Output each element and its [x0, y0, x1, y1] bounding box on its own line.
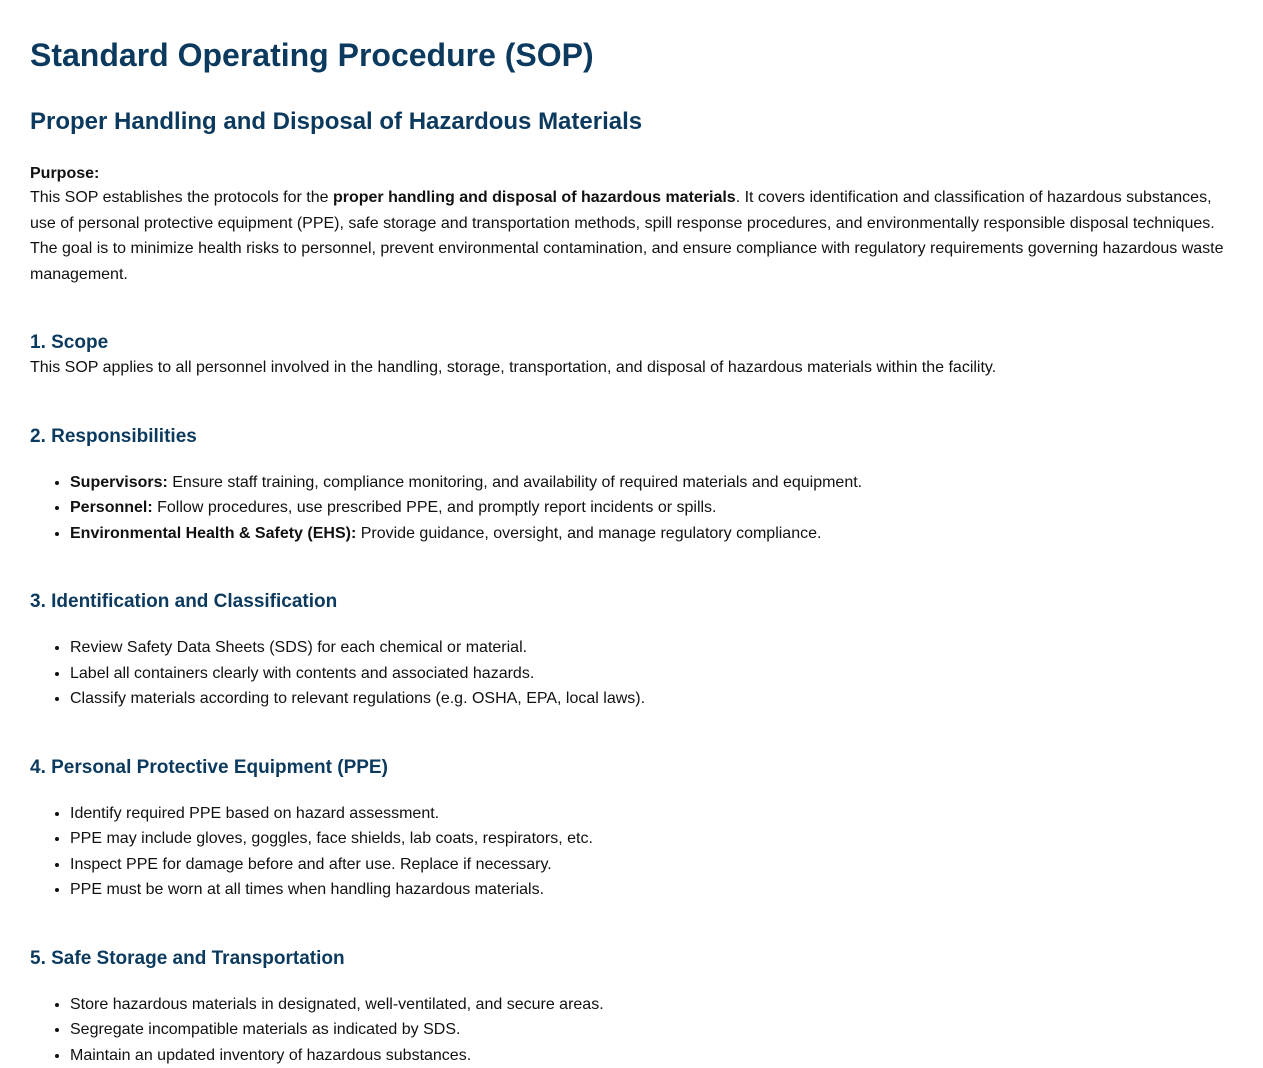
- purpose-text-end: . It covers identification and classification of hazardous substances, use of personal protective equipment (PPE), safe storage and transportation methods, spill response procedures, and environmentally responsible disposal techniques. The goal is to minimize health risks to personnel, prevent environmental contamination, and ensure compliance with regulatory requirements governing hazardous waste management.: [30, 189, 1224, 283]
- role-text: Follow procedures, use prescribed PPE, and promptly report incidents or spills.: [153, 499, 717, 516]
- section-responsibilities: [30, 425, 1233, 547]
- ppe-list: [30, 801, 1233, 903]
- role-label: Personnel:: [70, 499, 153, 516]
- section-heading-responsibilities: 2. Responsibilities: [30, 425, 1233, 449]
- section-identification: [30, 590, 1233, 712]
- purpose-paragraph: [30, 185, 1233, 287]
- list-item: • Classify materials according to relevant regulations (e.g. OSHA, EPA, local laws).: [70, 686, 1233, 712]
- section-ppe: [30, 756, 1233, 903]
- identification-list: [30, 635, 1233, 712]
- list-item: • Label all containers clearly with contents and associated hazards.: [70, 661, 1233, 687]
- section-heading-identification: 3. Identification and Classification: [30, 590, 1233, 614]
- list-item: • Maintain an updated inventory of hazardous substances.: [70, 1043, 1233, 1068]
- responsibilities-list: [30, 470, 1233, 547]
- list-item: [70, 495, 1233, 521]
- page-subtitle: Proper Handling and Disposal of Hazardous Materials: [30, 107, 1233, 137]
- purpose-label: Purpose:: [30, 163, 1233, 185]
- section-storage: [30, 947, 1233, 1068]
- purpose-text-start: This SOP establishes the protocols for the: [30, 189, 333, 206]
- role-label: Environmental Health & Safety (EHS):: [70, 525, 356, 542]
- list-item: [70, 470, 1233, 496]
- section-heading-ppe: 4. Personal Protective Equipment (PPE): [30, 756, 1233, 780]
- section-heading-storage: 5. Safe Storage and Transportation: [30, 947, 1233, 971]
- role-label: Supervisors:: [70, 474, 168, 491]
- role-text: Provide guidance, oversight, and manage regulatory compliance.: [356, 525, 821, 542]
- storage-list: [30, 992, 1233, 1068]
- section-heading-scope: 1. Scope: [30, 331, 1233, 355]
- list-item: • Store hazardous materials in designated, well-ventilated, and secure areas.: [70, 992, 1233, 1018]
- list-item: • Segregate incompatible materials as indicated by SDS.: [70, 1017, 1233, 1043]
- list-item: • Inspect PPE for damage before and after use. Replace if necessary.: [70, 852, 1233, 878]
- scope-text: This SOP applies to all personnel involved in the handling, storage, transportation, and disposal of hazardous materials within the facility.: [30, 355, 1233, 381]
- list-item: • Identify required PPE based on hazard assessment.: [70, 801, 1233, 827]
- section-scope: [30, 331, 1233, 381]
- purpose-text-bold: proper handling and disposal of hazardous materials: [333, 189, 736, 206]
- list-item: [70, 521, 1233, 547]
- list-item: • PPE may include gloves, goggles, face shields, lab coats, respirators, etc.: [70, 826, 1233, 852]
- role-text: Ensure staff training, compliance monitoring, and availability of required materials and equipment.: [168, 474, 862, 491]
- list-item: • PPE must be worn at all times when handling hazardous materials.: [70, 877, 1233, 903]
- page-title: Standard Operating Procedure (SOP): [30, 0, 1233, 74]
- list-item: • Review Safety Data Sheets (SDS) for each chemical or material.: [70, 635, 1233, 661]
